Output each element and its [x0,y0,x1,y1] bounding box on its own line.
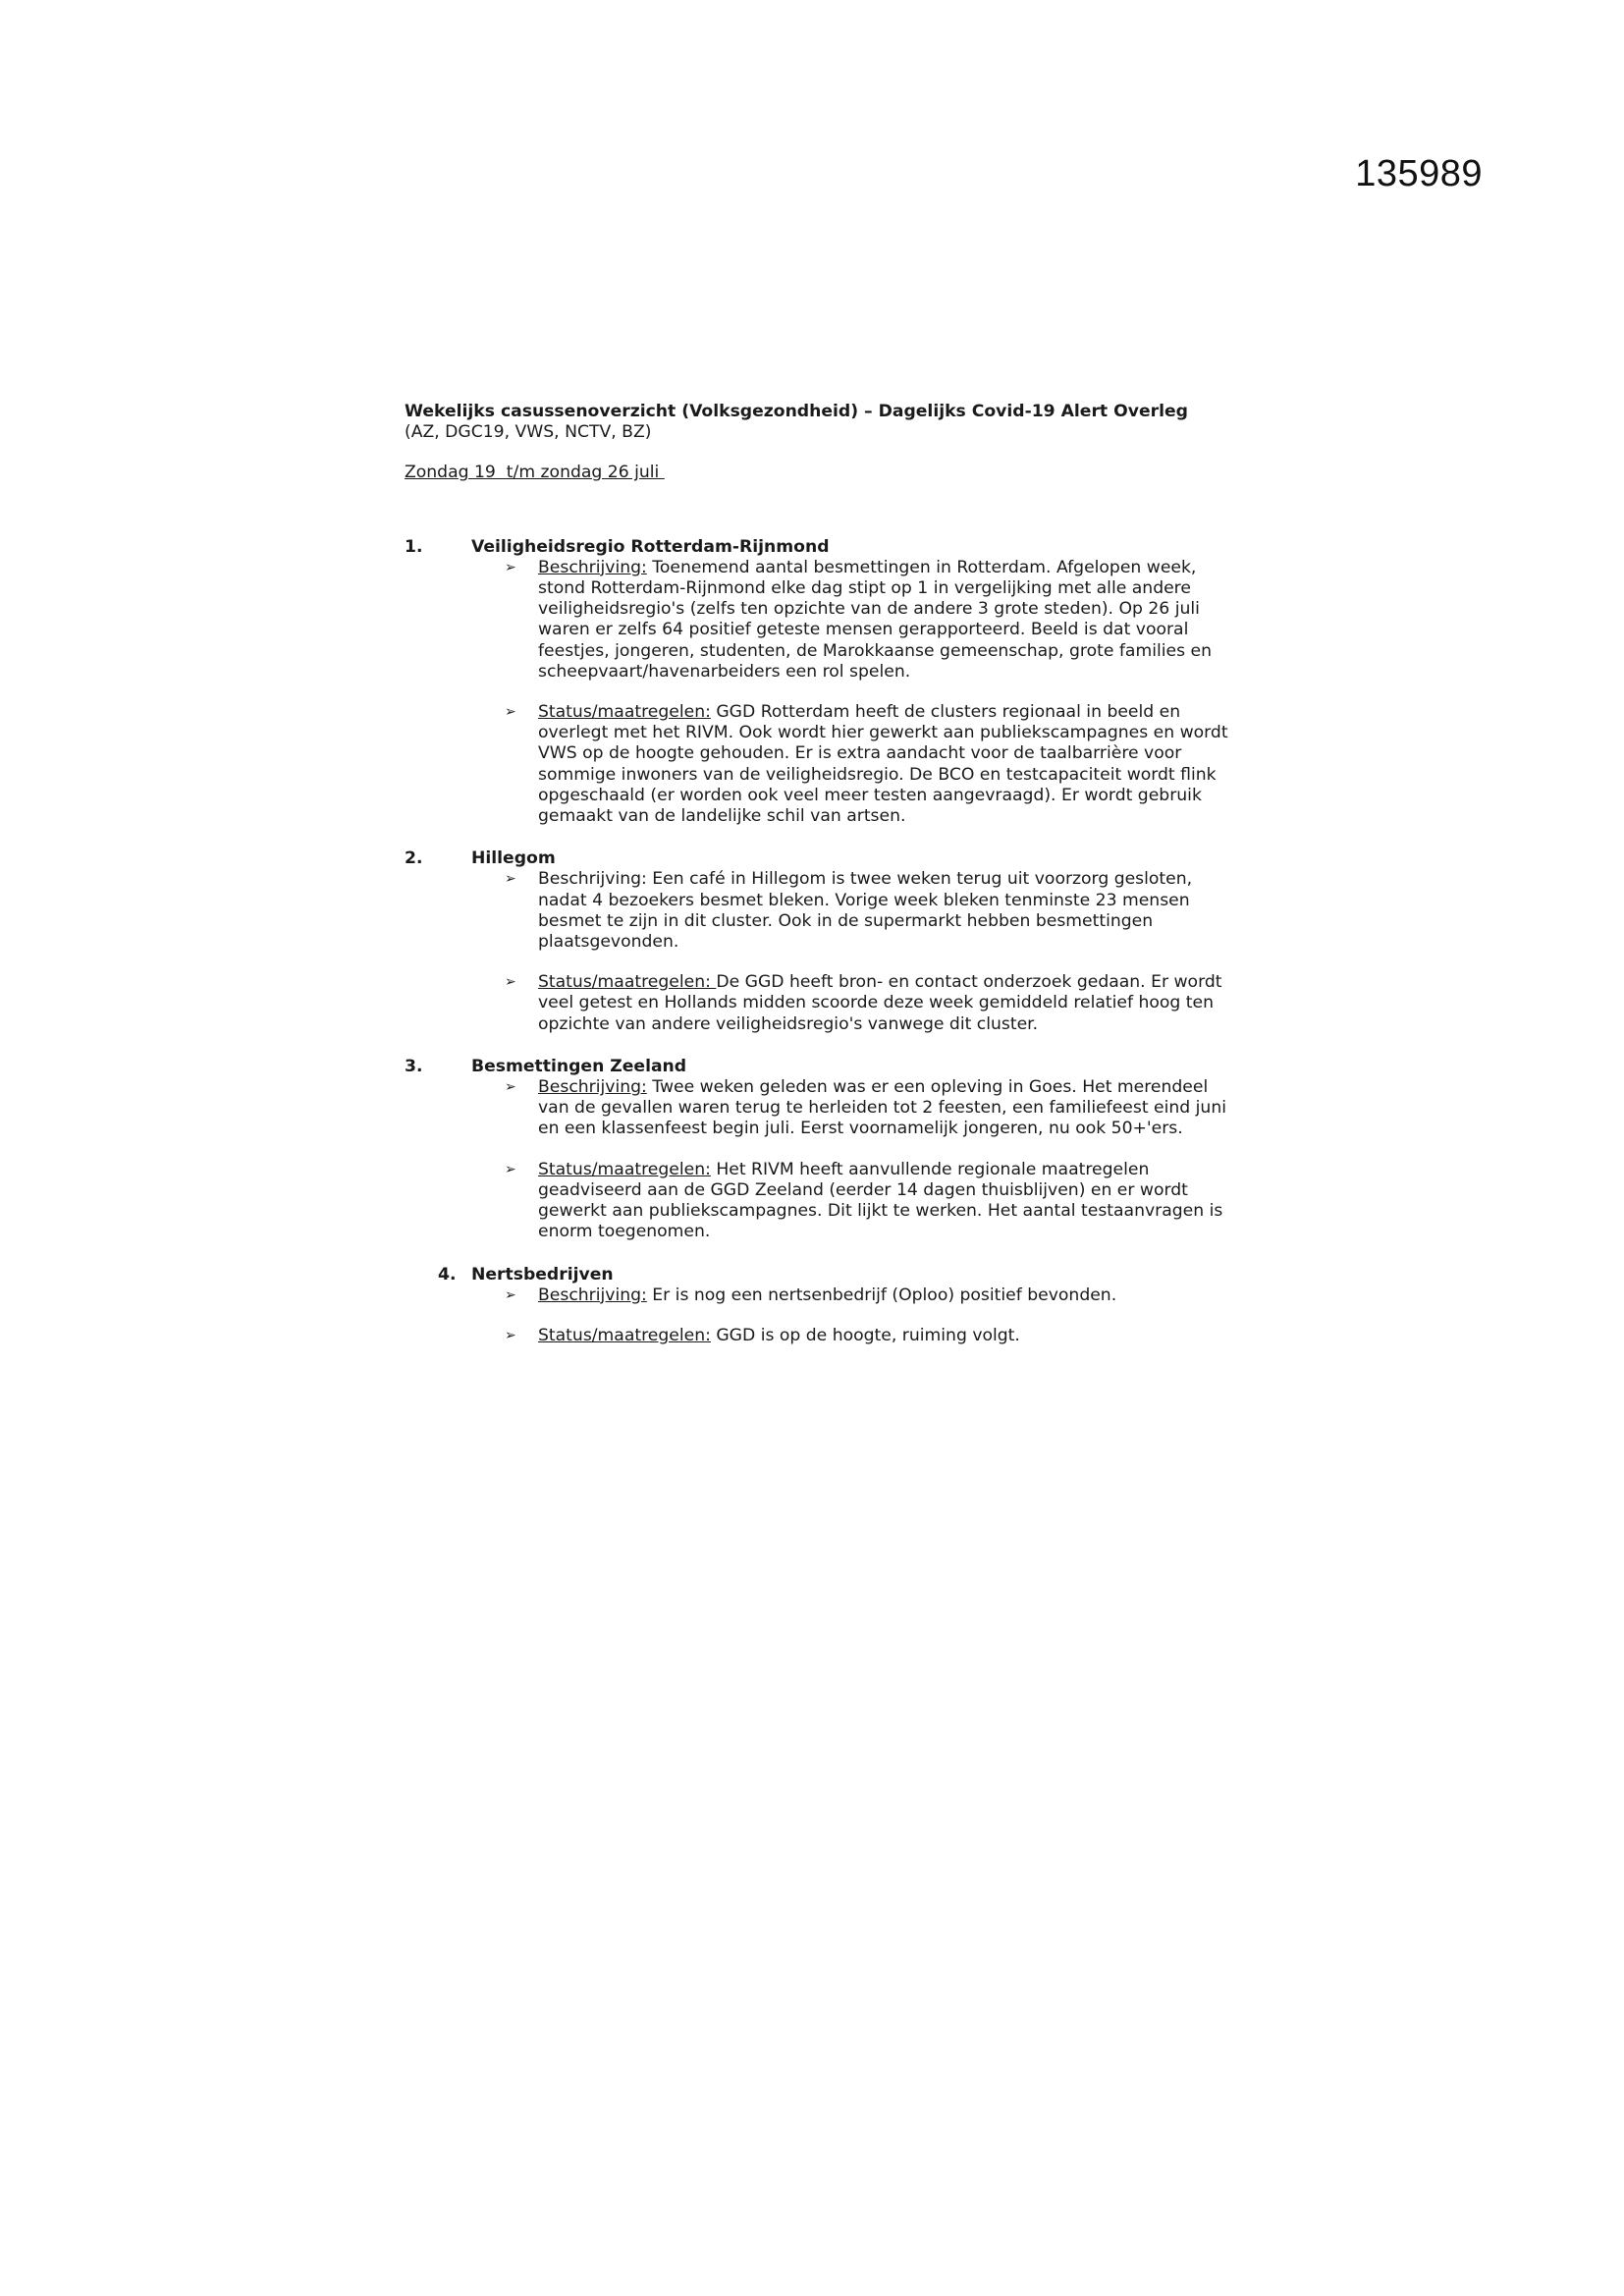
arrow-bullet-icon: ➢ [505,1161,516,1177]
section-rotterdam [405,537,1229,828]
section-body [405,1077,1229,1242]
arrow-bullet-icon: ➢ [505,1327,516,1343]
section-heading: Besmettingen Zeeland [471,1056,687,1076]
memo-content [405,402,1229,1368]
section-hillegom [405,848,1229,1035]
bullet-label: Status/maatregelen: [538,702,711,723]
section-heading: Veiligheidsregio Rotterdam-Rijnmond [471,536,830,557]
bullet-label: Beschrijving: [538,1285,647,1305]
arrow-bullet-icon: ➢ [505,559,516,575]
bullet-text: Er is nog een nertsenbedrijf (Oploo) positief bevonden. [646,1285,1117,1305]
case-sections [405,537,1229,1347]
bullet-status [505,972,1229,1035]
section-number: 4. [438,1264,457,1285]
section-body [405,558,1229,827]
arrow-bullet-icon: ➢ [505,974,516,991]
bullet-label: Beschrijving: [538,557,647,577]
section-number: 1. [405,536,423,557]
memo-period: Zondag 19 t/m zondag 26 juli [405,463,665,483]
bullet-text: Beschrijving: Een café in Hillegom is twee weken terug uit voorzorg gesloten, nadat 4 bezoekers besmet bleken. Vorige week bleken tenminste 23 mensen besmet te zijn in dit cluster. Ook in de supermarkt hebben besmettingen plaatsgevonden. [538,869,1193,953]
bullet-text: GGD Rotterdam heeft de clusters regionaal in beeld en overlegt met het RIVM. Ook wordt hier gewerkt aan publiekscampagnes en wordt VWS op de hoogte gehouden. Er is extra aandacht voor de taalbarrière voor sommige inwoners van de veiligheidsregio. De BCO en testcapaciteit wordt flink opgeschaald (er worden ook veel meer testen aangevraagd). Er wordt gebruik gemaakt van de landelijke schil van artsen. [538,702,1228,827]
bullet-status [505,702,1229,827]
section-number: 2. [405,848,423,869]
bullet-text: Toenemend aantal besmettingen in Rotterdam. Afgelopen week, stond Rotterdam-Rijnmond elke dag stipt op 1 in vergelijking met alle andere veiligheidsregio's (zelfs ten opzichte van de andere 3 grote steden). Op 26 juli waren er zelfs 64 positief geteste mensen gerapporteerd. Beeld is dat vooral feestjes, jongeren, studenten, de Marokkaanse gemeenschap, grote families en scheepvaart/havenarbeiders een rol spelen. [538,557,1212,682]
bullet-text: Twee weken geleden was er een opleving in Goes. Het merendeel van de gevallen waren terug te herleiden tot 2 feesten, een familiefeest eind juni en een klassenfeest begin juli. Eerst voornamelijk jongeren, nu ook 50+'ers. [538,1077,1226,1139]
arrow-bullet-icon: ➢ [505,871,516,888]
document-number: 135989 [1355,153,1483,194]
bullet-description [505,1285,1229,1306]
bullet-text: GGD is op de hoogte, ruiming volgt. [710,1325,1020,1345]
memo-title: Wekelijks casussenoverzicht (Volksgezondheid) – Dagelijks Covid-19 Alert Overleg [405,402,1188,421]
section-heading: Nertsbedrijven [471,1264,614,1285]
section-body [405,869,1229,1034]
section-zeeland [405,1057,1229,1243]
memo-subtitle: (AZ, DGC19, VWS, NCTV, BZ) [405,422,652,443]
bullet-label: Beschrijving: [538,1077,647,1098]
bullet-label: Status/maatregelen: [538,972,717,993]
bullet-description [505,1077,1229,1140]
section-number: 3. [405,1056,423,1076]
arrow-bullet-icon: ➢ [505,1286,516,1303]
bullet-status [505,1325,1229,1346]
section-body [405,1285,1229,1346]
bullet-text: Het RIVM heeft aanvullende regionale maatregelen geadviseerd aan de GGD Zeeland (eerder 14 dagen thuisblijven) en er wordt gewerkt aan publiekscampagnes. Dit lijkt te werken. Het aantal testaanvragen is enorm toegenomen. [538,1159,1223,1242]
bullet-description [505,869,1229,953]
bullet-status [505,1159,1229,1243]
bullet-description [505,557,1229,683]
bullet-label: Status/maatregelen: [538,1325,711,1345]
arrow-bullet-icon: ➢ [505,704,516,721]
section-nertsbedrijven [405,1265,1229,1347]
bullet-label: Status/maatregelen: [538,1159,711,1179]
arrow-bullet-icon: ➢ [505,1079,516,1096]
section-heading: Hillegom [471,848,556,869]
bullet-text: De GGD heeft bron- en contact onderzoek gedaan. Er wordt veel getest en Hollands midden scoorde deze week gemiddeld relatief hoog ten opzichte van andere veiligheidsregio's vanwege dit cluster. [538,972,1222,1034]
